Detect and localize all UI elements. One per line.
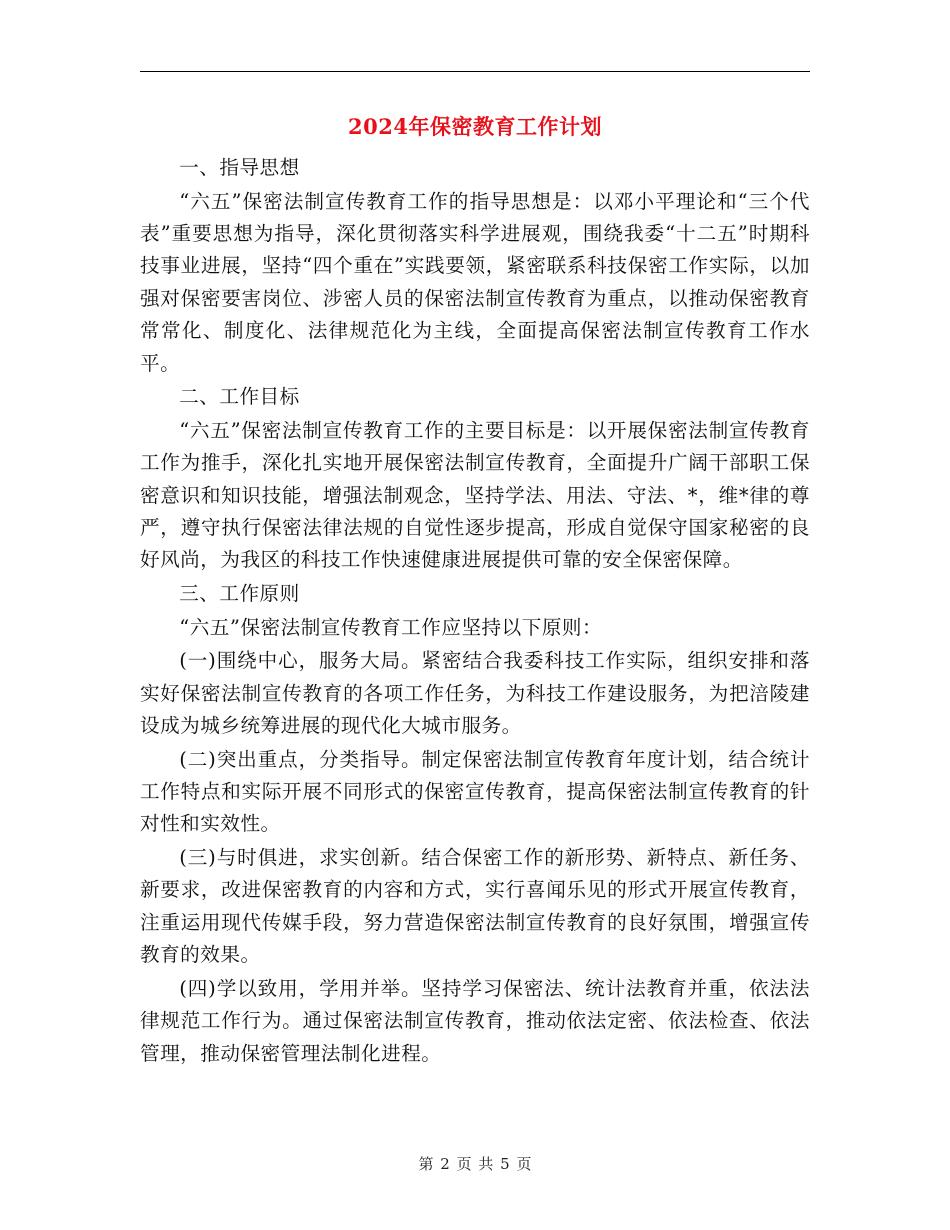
section-heading-work-principles: 三、工作原则 [179,582,300,606]
paragraph-principles-intro: “六五”保密法制宣传教育工作应坚持以下原则： [179,615,603,639]
paragraph-work-goals: “六五”保密法制宣传教育工作的主要目标是：以开展保密法制宣传教育工作为推手，深化扎实地开展保密法制宣传教育，全面提升广阔干部职工保密意识和知识技能，增强法制观念，坚持学法、用法、守法、*，维*律的尊严，遵守执行保密法律法规的自觉性逐步提高，形成自觉保守国家秘密的良好风尚，为我区的科技工作快速健康进展提供可靠的安全保密保障。 [140,418,810,572]
page-number-footer: 第 2 页 共 5 页 [418,1155,532,1173]
header-rule [140,71,810,72]
paragraph-principle-3: (三)与时俱进，求实创新。结合保密工作的新形势、新特点、新任务、新要求，改进保密教育的内容和方式，实行喜闻乐见的形式开展宣传教育，注重运用现代传媒手段，努力营造保密法制宣传教育的良好氛围，增强宣传教育的效果。 [140,846,810,967]
paragraph-principle-1: (一)围绕中心，服务大局。紧密结合我委科技工作实际，组织安排和落实好保密法制宣传教育的各项工作任务，为科技工作建设服务，为把涪陵建设成为城乡统筹进展的现代化大城市服务。 [140,649,810,738]
section-heading-guiding-ideology: 一、指导思想 [179,156,300,179]
paragraph-principle-4: (四)学以致用，学用并举。坚持学习保密法、统计法教育并重，依法法律规范工作行为。通过保密法制宣传教育，推动依法定密、依法检查、依法管理，推动保密管理法制化进程。 [140,976,810,1065]
section-heading-work-goals: 二、工作目标 [179,385,300,409]
paragraph-guiding-ideology: “六五”保密法制宣传教育工作的指导思想是：以邓小平理论和“三个代表”重要思想为指导，深化贯彻落实科学进展观，围绕我委“十二五”时期科技事业进展，坚持“四个重在”实践要领，紧密联系科技保密工作实际，以加强对保密要害岗位、涉密人员的保密法制宣传教育为重点，以推动保密教育常常化、制度化、法律规范化为主线，全面提高保密法制宣传教育工作水平。 [140,189,810,375]
paragraph-principle-2: (二)突出重点，分类指导。制定保密法制宣传教育年度计划，结合统计工作特点和实际开展不同形式的保密宣传教育，提高保密法制宣传教育的针对性和实效性。 [140,747,810,836]
document-body [140,152,810,1071]
document-title: 2024年保密教育工作计划 [348,114,602,139]
